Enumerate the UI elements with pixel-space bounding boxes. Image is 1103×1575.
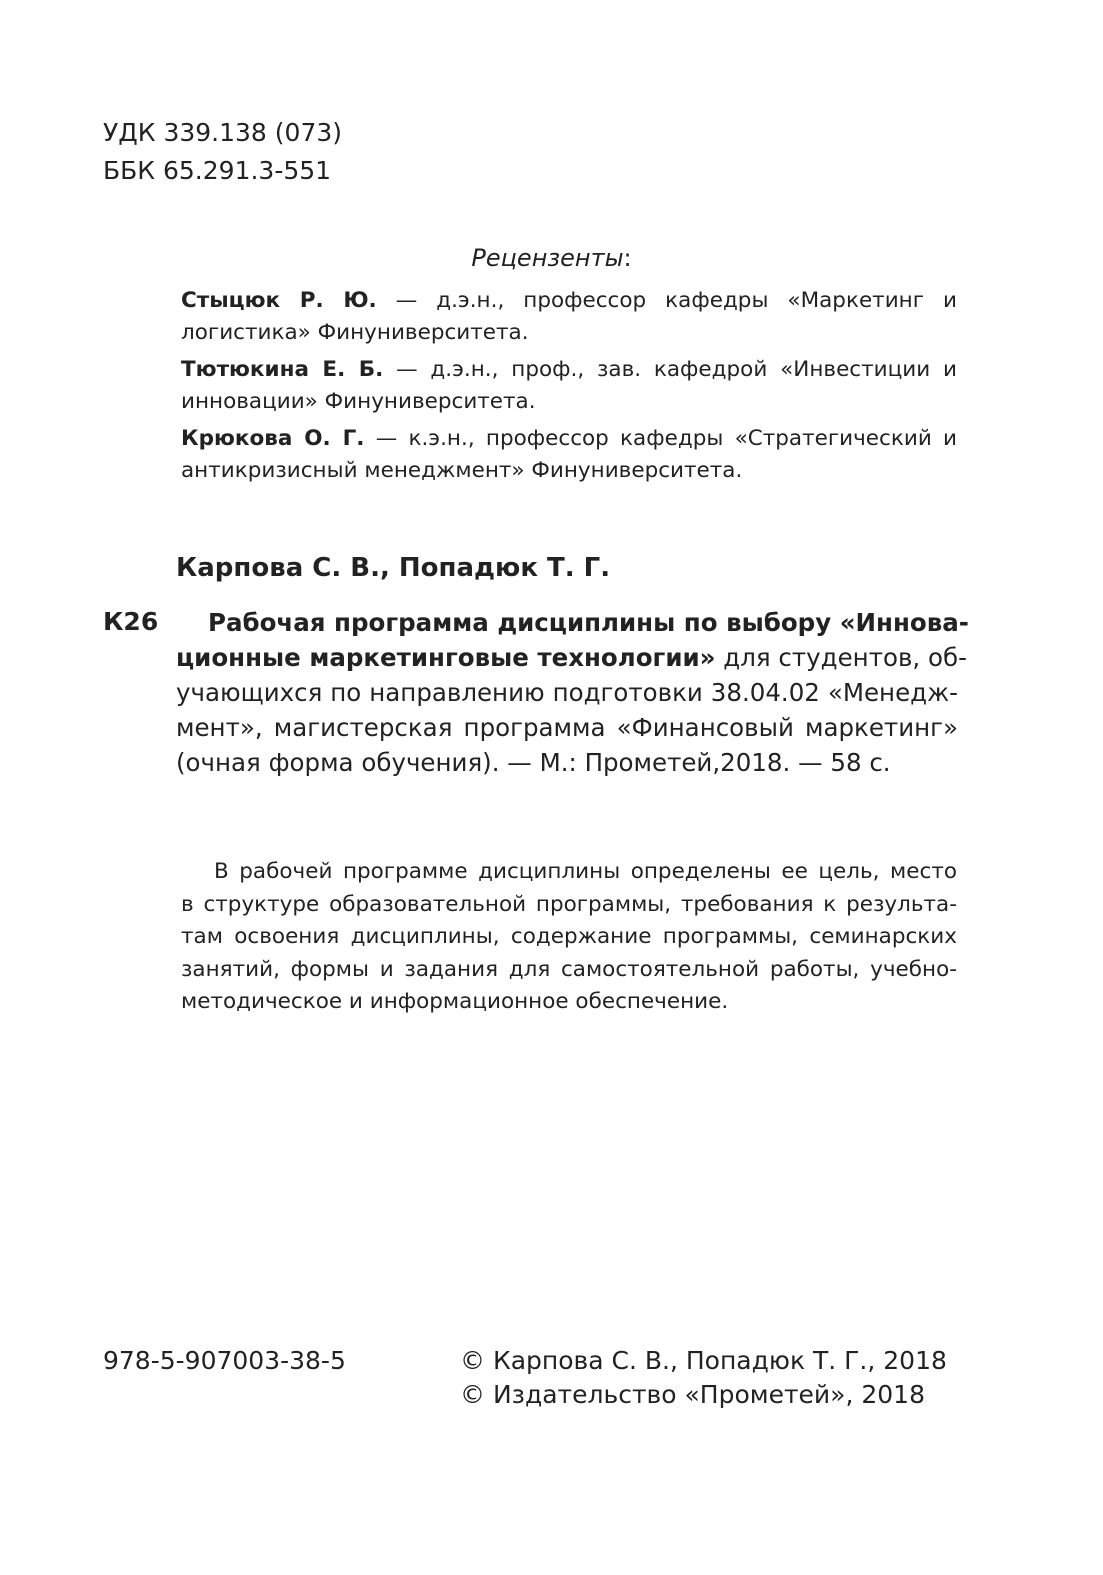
- authors: Карпова С. В., Попадюк Т. Г.: [176, 553, 611, 583]
- title-text: ционные маркетинговые технологии»: [176, 643, 716, 672]
- annotation-line: в структуре образовательной программы, требования к результа-: [181, 891, 957, 917]
- udk-code: УДК 339.138 (073): [103, 118, 343, 147]
- reviewers-heading-text: Рецензенты: [471, 244, 624, 272]
- reviewer-credentials: — к.э.н., профессор кафедры «Стратегический и антикризисный менеджмент» Финуниверситета.: [181, 426, 958, 483]
- reviewers-heading: [0, 243, 1103, 273]
- reviewer-credentials: — д.э.н., профессор кафедры «Маркетинг и логистика» Финуниверситета.: [181, 288, 957, 345]
- annotation-line: В рабочей программе дисциплины определены ее цель, место: [214, 859, 957, 884]
- title-line: [176, 640, 967, 675]
- bbk-code: ББК 65.291.3-551: [103, 156, 332, 185]
- annotation-line: методическое и информационное обеспечение.: [181, 989, 729, 1014]
- title-line: (очная форма обучения). — М.: Прометей,2018. — 58 с.: [176, 748, 891, 777]
- title-line: [176, 605, 969, 640]
- title-line: учающихся по направлению подготовки 38.04.02 «Менедж-: [176, 678, 958, 707]
- reviewer-name: Крюкова О. Г.: [181, 426, 365, 451]
- bibliographic-description: [176, 605, 969, 780]
- reviewer-name: Стыцюк Р. Ю.: [181, 288, 377, 313]
- annotation-line: там освоения дисциплины, содержание программы, семинарских: [181, 924, 957, 949]
- copyright-publisher: © Издательство «Прометей», 2018: [460, 1380, 925, 1409]
- annotation-line: занятий, формы и задания для самостоятельной работы, учебно-: [181, 956, 957, 982]
- reviewers-list: [181, 285, 957, 492]
- reviewer-credentials: — д.э.н., проф., зав. кафедрой «Инвестиции и инновации» Финуниверситета.: [181, 357, 957, 414]
- classification-block: [103, 114, 342, 190]
- isbn: 978-5-907003-38-5: [103, 1346, 346, 1375]
- reviewers-heading-colon: :: [623, 244, 632, 272]
- reviewer-name: Тютюкина Е. Б.: [181, 357, 384, 382]
- reviewer-entry: [181, 423, 957, 487]
- copyright-block: [460, 1344, 947, 1412]
- title-line: мент», магистерская программа «Финансовый маркетинг»: [176, 713, 958, 742]
- title-text: Рабочая программа дисциплины по выбору «Иннова-: [208, 608, 969, 637]
- reviewer-entry: [181, 285, 957, 349]
- title-text: для студентов, об-: [715, 643, 967, 672]
- catalog-code: К26: [103, 607, 159, 636]
- annotation: [181, 856, 957, 1019]
- reviewer-entry: [181, 354, 957, 418]
- copyright-authors: © Карпова С. В., Попадюк Т. Г., 2018: [460, 1346, 947, 1375]
